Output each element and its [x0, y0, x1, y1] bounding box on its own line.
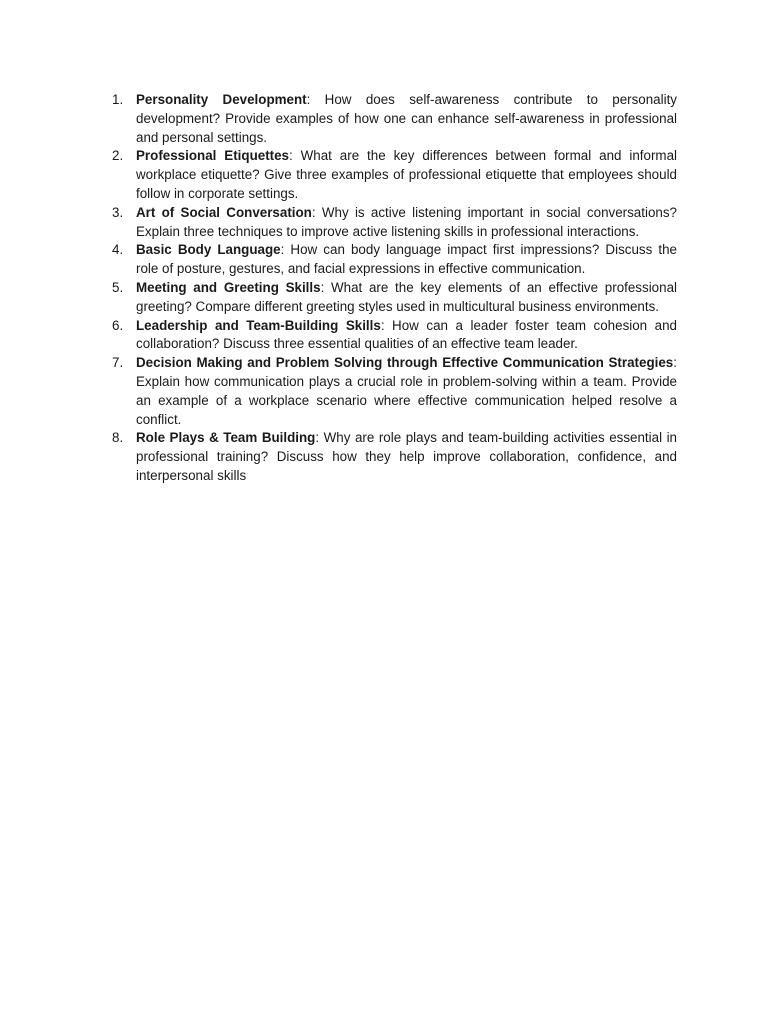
item-text: : How can body language impact first impressions? Discuss the role of posture, gestures, and facial expressions in effective communication. [136, 242, 678, 277]
item-number: 1. [112, 92, 124, 107]
item-text: : How can a leader foster team cohesion and collaboration? Discuss three essential qualities of an effective team leader. [136, 317, 678, 352]
item-title: Meeting and Greeting Skills [136, 279, 321, 295]
item-title: Personality Development [136, 92, 307, 107]
item-number: 8. [112, 430, 124, 446]
item-number: 7. [112, 355, 124, 371]
list-item [104, 91, 677, 147]
item-number: 3. [112, 204, 124, 220]
item-text: : How does self-awareness contribute to personality development? Provide examples of how one can enhance self-awareness in professional and personal settings. [136, 92, 677, 145]
list-item [104, 241, 677, 279]
item-title: Decision Making and Problem Solving through Effective Communication Strategies [136, 355, 674, 371]
item-text: : Why are role plays and team-building activities essential in professional training? Discuss how they help improve collaboration, confidence, and interpersonal skills [136, 430, 677, 483]
item-title: Professional Etiquettes [136, 148, 290, 164]
item-number: 5. [112, 279, 124, 295]
list-item [104, 317, 677, 355]
item-text: : Why is active listening important in social conversations? Explain three techniques to improve active listening skills in professional interactions. [136, 204, 677, 239]
item-text: : What are the key elements of an effective professional greeting? Compare different greeting styles used in multicultural business environments. [136, 279, 677, 314]
item-title: Basic Body Language [136, 242, 281, 258]
list-item [104, 429, 677, 485]
item-number: 6. [112, 317, 124, 333]
list-item [104, 354, 677, 429]
item-text: : What are the key differences between formal and informal workplace etiquette? Give three examples of professional etiquette that employees should follow in corporate settings. [136, 148, 677, 201]
item-text: : Explain how communication plays a crucial role in problem-solving within a team. Provide an example of a workplace scenario where effective communication helped resolve a conflict. [136, 355, 677, 427]
item-number: 2. [112, 148, 124, 164]
item-title: Art of Social Conversation [136, 204, 312, 220]
item-title: Role Plays & Team Building [136, 430, 316, 446]
list-item [104, 204, 677, 242]
question-list [104, 91, 677, 486]
list-item [104, 147, 677, 203]
item-number: 4. [112, 242, 124, 258]
list-item [104, 279, 677, 317]
item-title: Leadership and Team-Building Skills [136, 317, 381, 333]
